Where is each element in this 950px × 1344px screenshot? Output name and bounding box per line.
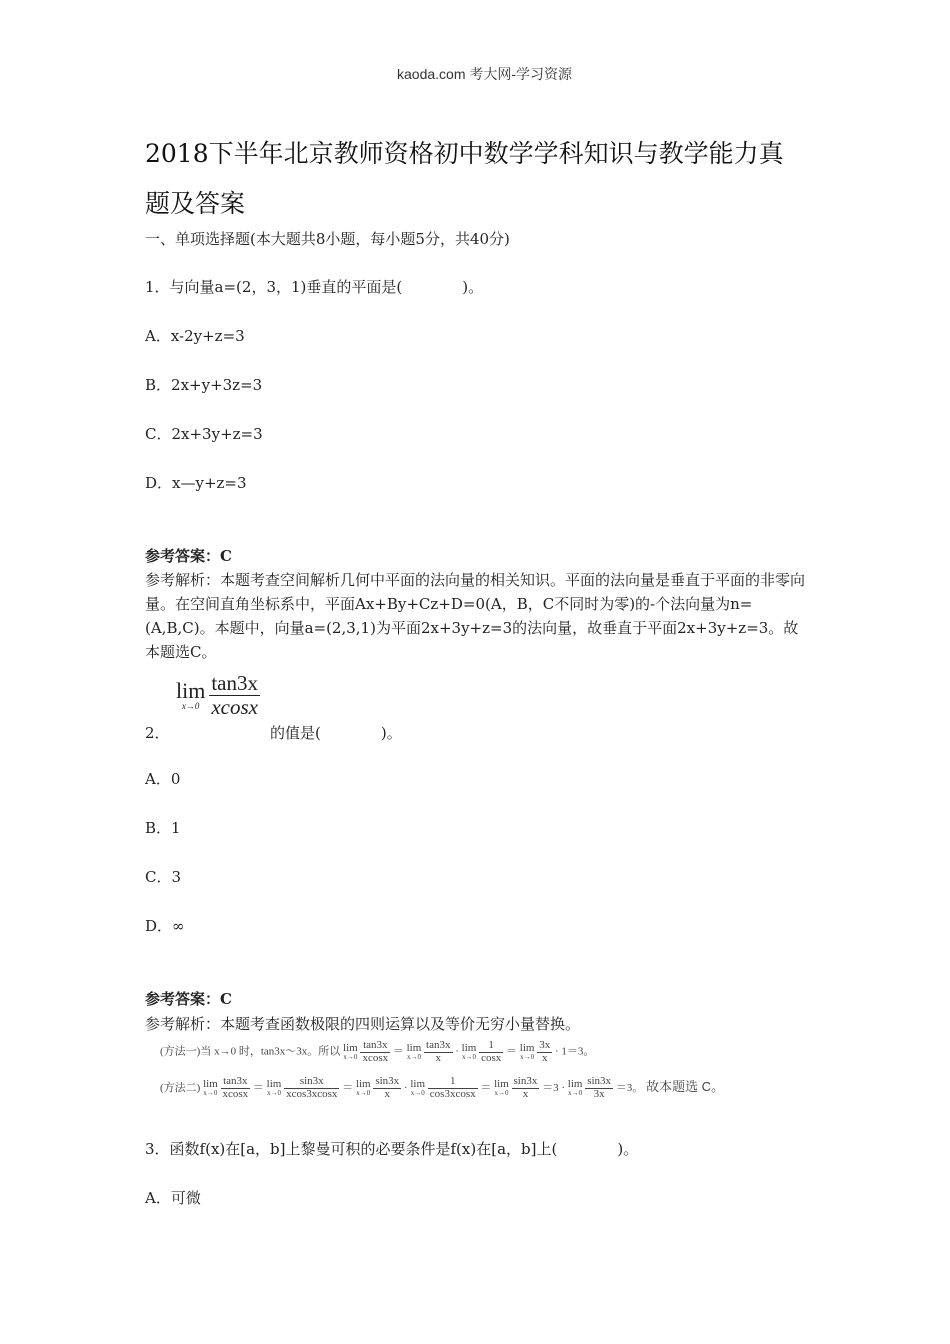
question-2-stem-tail: 的值是( )。 [270, 724, 402, 742]
lim-sub: x→0 [462, 1053, 476, 1062]
lim: lim [410, 1078, 426, 1091]
dot: · [403, 1082, 408, 1094]
frac-num: sin3x [513, 1075, 538, 1088]
lim-sub: x→0 [568, 1089, 583, 1098]
lim: lim [567, 1078, 583, 1091]
frac-num: tan3x [221, 1076, 251, 1089]
question-2-number: 2． [145, 724, 170, 742]
question-2-answer: 参考答案：C [145, 990, 232, 1008]
question-1-option-a: A．x-2y+z=3 [145, 327, 245, 345]
frac-num: 1 [428, 1076, 478, 1089]
lim-sub: x→0 [406, 1053, 421, 1062]
section-heading: 一、单项选择题(本大题共8小题，每小题5分，共40分) [145, 230, 510, 248]
frac-num: 1 [479, 1040, 503, 1053]
frac-den: xcosx [362, 1051, 389, 1064]
lim-sub: x→0 [356, 1089, 371, 1098]
method-1-tail: · 1＝3。 [554, 1045, 595, 1058]
question-1-option-b: B．2x+y+3z=3 [145, 376, 263, 394]
frac-den: x [384, 1087, 391, 1100]
frac-num: sin3x [587, 1075, 612, 1088]
frac-den: xcosx [222, 1087, 249, 1100]
solution-method-1: (方法一)当 x→0 时，tan3x～3x。所以 lim x→0 $\frac{\tan 3x}{xcosx}$ ＝ lim x→0 $\frac{\tan 3x}{x}$ · lim x→0 $\frac{1}{\cos x}$ ＝ lim x→0 $\frac{3x}{x}$ · 1＝3。 [160, 1039, 595, 1064]
question-1-option-d: D．x—y+z=3 [145, 474, 247, 492]
question-1-answer: 参考答案：C [145, 547, 232, 565]
method-1-condition: x→0 时，tan3x～3x。所以 [214, 1045, 341, 1058]
method-2-mid: ＝3 · [542, 1082, 566, 1094]
lim-sub: x→0 [520, 1053, 535, 1062]
dot: · [455, 1045, 459, 1058]
method-2-tail: ＝3。 [615, 1082, 644, 1094]
question-3-option-a: A．可微 [145, 1189, 201, 1207]
frac-den: xcos3xcosx [286, 1087, 338, 1100]
page-header: kaoda.com 考大网-学习资源 [397, 66, 573, 82]
lim-sub: x→0 [203, 1089, 218, 1098]
lim-sub: x→0 [410, 1089, 425, 1098]
method-2-label: (方法二) [160, 1082, 201, 1094]
frac-num: sin3x [375, 1075, 400, 1088]
frac-num: tan3x [360, 1040, 390, 1053]
limit-word: lim [176, 678, 206, 704]
lim: lim [406, 1042, 422, 1055]
question-2-option-c: C．3 [145, 868, 182, 886]
frac-num: sin3x [284, 1076, 339, 1089]
frac-den: x [541, 1051, 548, 1064]
method-1-label: (方法一)当 [160, 1045, 212, 1058]
lim: lim [461, 1042, 477, 1055]
document-title-line-2: 题及答案 [145, 189, 246, 218]
question-1-analysis: 参考解析：本题考查空间解析几何中平面的法向量的相关知识。平面的法向量是垂直于平面的非零向量。在空间直角坐标系中，平面Ax+By+Cz+D=0(A，B，C不同时为零)的-个法向量为n=(A,B,C)。本题中，向量a=(2,3,1)为平面2x+3y+z=3的法向量，故垂直于平面2x+3y+z=3。故本题选C。 [145, 571, 806, 661]
document-title-line-1: 2018下半年北京教师资格初中数学学科知识与教学能力真 [145, 139, 784, 168]
lim: lim [519, 1042, 535, 1055]
lim: lim [203, 1078, 218, 1091]
frac-den: x [435, 1051, 442, 1064]
lim-sub: x→0 [494, 1089, 509, 1098]
frac-num: tan3x [426, 1039, 451, 1051]
question-2-option-d: D．∞ [145, 917, 185, 935]
question-2-analysis: 参考解析：本题考查函数极限的四则运算以及等价无穷小量替换。 [145, 1015, 581, 1033]
lim: lim [343, 1042, 358, 1055]
question-2-limit-expression [176, 672, 260, 732]
question-2-option-b: B．1 [145, 819, 181, 837]
frac-num: 3x [539, 1039, 551, 1051]
frac-den: cos3xcosx [429, 1087, 476, 1100]
frac-den: cosx [481, 1051, 502, 1064]
frac-den: x [522, 1087, 529, 1100]
limit-subscript: x→0 [181, 701, 200, 712]
lim: lim [494, 1078, 509, 1091]
lim-sub: x→0 [343, 1053, 358, 1062]
solution-method-2: (方法二) lim x→0 $\frac{\tan 3x}{xcosx}$ ＝ lim x→0 $\frac{\sin 3x}{xcos3xcosx}$ ＝ lim x→0 $\frac{\sin 3x}{x}$ · lim x→0 $\frac{1}{\cos 3xcosx}$ ＝ lim x→0 $\frac{\sin 3x}{x}$ ＝3 · lim x→0 $\frac{\sin 3x}{3x}$ ＝3。 故本题选 C。 [160, 1075, 725, 1100]
limit-denominator: xcosx [211, 695, 258, 720]
method-2-conclusion: 故本题选 C。 [646, 1079, 725, 1094]
question-1-option-c: C．2x+3y+z=3 [145, 425, 263, 443]
lim: lim [355, 1078, 371, 1091]
question-3-stem: 3．函数f(x)在[a，b]上黎曼可积的必要条件是f(x)在[a，b]上( )。 [145, 1140, 639, 1158]
lim-sub: x→0 [267, 1089, 281, 1098]
lim: lim [266, 1078, 282, 1091]
question-2-option-a: A．0 [145, 770, 181, 788]
question-1-stem: 1．与向量a=(2，3，1)垂直的平面是( )。 [145, 278, 484, 296]
frac-den: 3x [593, 1087, 605, 1100]
limit-numerator: tan3x [211, 671, 258, 695]
